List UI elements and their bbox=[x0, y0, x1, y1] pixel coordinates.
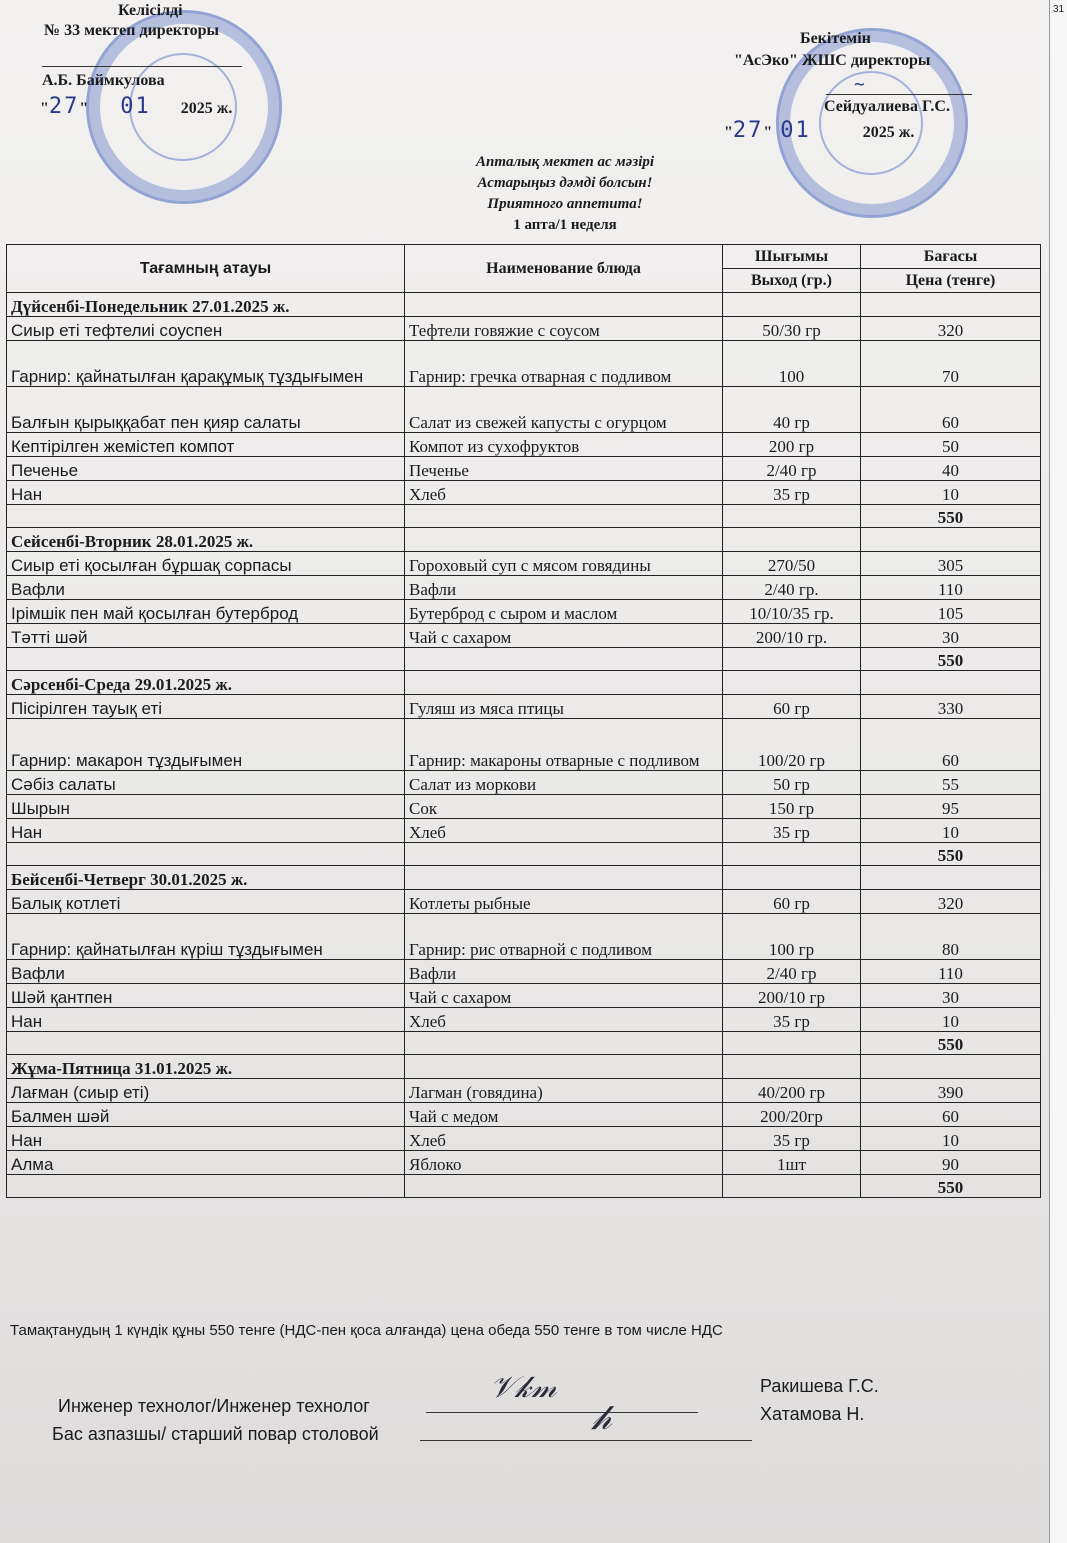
approval-right-date: "27" 01 2025 ж. bbox=[724, 118, 915, 143]
dish-name-kz: Гарнир: қайнатылған күріш тұздығымен bbox=[7, 914, 405, 960]
table-row bbox=[7, 1008, 1041, 1032]
dish-price: 10 bbox=[861, 1127, 1041, 1151]
day-empty-cell bbox=[861, 293, 1041, 317]
table-row bbox=[7, 624, 1041, 648]
dish-name-kz: Нан bbox=[7, 481, 405, 505]
approval-right-day: 27 bbox=[732, 118, 764, 143]
dish-name-ru: Гороховый суп с мясом говядины bbox=[405, 552, 723, 576]
dish-name-kz: Гарнир: макарон тұздығымен bbox=[7, 719, 405, 771]
table-row bbox=[7, 317, 1041, 341]
approval-left-date: "27" 01 2025 ж. bbox=[40, 94, 233, 119]
day-empty-cell bbox=[723, 866, 861, 890]
dish-yield: 200/10 гр bbox=[723, 984, 861, 1008]
dish-name-ru: Хлеб bbox=[405, 481, 723, 505]
dish-name-ru: Лагман (говядина) bbox=[405, 1079, 723, 1103]
approval-left-day: 27 bbox=[48, 94, 80, 119]
table-row bbox=[7, 695, 1041, 719]
dish-price: 330 bbox=[861, 695, 1041, 719]
header-kz-name: Тағамның атауы bbox=[7, 245, 405, 293]
dish-name-ru: Сок bbox=[405, 795, 723, 819]
table-row bbox=[7, 1079, 1041, 1103]
dish-price: 390 bbox=[861, 1079, 1041, 1103]
table-row bbox=[7, 914, 1041, 960]
total-empty-cell bbox=[7, 648, 405, 671]
dish-yield: 10/10/35 гр. bbox=[723, 600, 861, 624]
dish-name-ru: Гарнир: макароны отварные с подливом bbox=[405, 719, 723, 771]
approval-right-approved: Бекітемін bbox=[800, 30, 871, 47]
dish-name-kz: Тәтті шәй bbox=[7, 624, 405, 648]
dish-name-kz: Алма bbox=[7, 1151, 405, 1175]
total-empty-cell bbox=[723, 843, 861, 866]
day-total-price: 550 bbox=[861, 843, 1041, 866]
approval-right-year: 2025 ж. bbox=[862, 124, 915, 141]
signatory-2-signature: 𝒽 bbox=[592, 1398, 612, 1438]
dish-name-ru: Салат из свежей капусты с огурцом bbox=[405, 387, 723, 433]
table-row bbox=[7, 600, 1041, 624]
dish-name-kz: Кептірілген жемістеп компот bbox=[7, 433, 405, 457]
day-header-row bbox=[7, 528, 1041, 552]
dish-name-kz: Нан bbox=[7, 1127, 405, 1151]
dish-yield: 35 гр bbox=[723, 819, 861, 843]
approval-right-name: Сейдуалиева Г.С. bbox=[824, 98, 950, 115]
dish-name-ru: Яблоко bbox=[405, 1151, 723, 1175]
day-total-price: 550 bbox=[861, 648, 1041, 671]
day-total-row bbox=[7, 1175, 1041, 1198]
day-empty-cell bbox=[405, 293, 723, 317]
dish-yield: 100 bbox=[723, 341, 861, 387]
table-row bbox=[7, 387, 1041, 433]
table-row bbox=[7, 1151, 1041, 1175]
total-empty-cell bbox=[405, 1032, 723, 1055]
dish-name-kz: Нан bbox=[7, 1008, 405, 1032]
day-header-row bbox=[7, 671, 1041, 695]
day-total-row bbox=[7, 648, 1041, 671]
dish-price: 80 bbox=[861, 914, 1041, 960]
header-price-ru: Цена (тенге) bbox=[861, 269, 1041, 293]
dish-name-kz: Сиыр еті тефтелиі соуспен bbox=[7, 317, 405, 341]
approval-left-name: А.Б. Баймкулова bbox=[42, 72, 165, 89]
day-empty-cell bbox=[861, 671, 1041, 695]
approval-right-month: 01 bbox=[780, 118, 811, 143]
dish-yield: 35 гр bbox=[723, 1127, 861, 1151]
signatory-2-line bbox=[420, 1440, 752, 1441]
dish-name-kz: Балмен шәй bbox=[7, 1103, 405, 1127]
signatory-1-role: Инженер технолог/Инженер технолог bbox=[58, 1396, 370, 1416]
day-title: Жұма-Пятница 31.01.2025 ж. bbox=[7, 1055, 405, 1079]
dish-name-ru: Чай с сахаром bbox=[405, 624, 723, 648]
dish-name-kz: Вафли bbox=[7, 576, 405, 600]
dish-price: 320 bbox=[861, 890, 1041, 914]
day-title: Сәрсенбі-Среда 29.01.2025 ж. bbox=[7, 671, 405, 695]
day-total-row bbox=[7, 843, 1041, 866]
dish-price: 30 bbox=[861, 984, 1041, 1008]
total-empty-cell bbox=[7, 843, 405, 866]
table-header-row-1 bbox=[7, 245, 1041, 269]
dish-yield: 2/40 гр bbox=[723, 960, 861, 984]
signatory-1-signature: 𝒱𝓀𝓂 bbox=[490, 1370, 557, 1405]
dish-name-ru: Тефтели говяжие с соусом bbox=[405, 317, 723, 341]
dish-yield: 1шт bbox=[723, 1151, 861, 1175]
total-empty-cell bbox=[723, 1032, 861, 1055]
table-row bbox=[7, 719, 1041, 771]
dish-price: 30 bbox=[861, 624, 1041, 648]
dish-name-ru: Компот из сухофруктов bbox=[405, 433, 723, 457]
dish-name-ru: Котлеты рыбные bbox=[405, 890, 723, 914]
total-empty-cell bbox=[723, 505, 861, 528]
day-title: Дүйсенбі-Понедельник 27.01.2025 ж. bbox=[7, 293, 405, 317]
title-line-1: Апталық мектеп ас мәзірі bbox=[475, 154, 655, 170]
day-title: Бейсенбі-Четверг 30.01.2025 ж. bbox=[7, 866, 405, 890]
dish-name-kz: Лағман (сиыр еті) bbox=[7, 1079, 405, 1103]
dish-price: 55 bbox=[861, 771, 1041, 795]
dish-price: 95 bbox=[861, 795, 1041, 819]
total-empty-cell bbox=[405, 843, 723, 866]
dish-name-kz: Балық котлеті bbox=[7, 890, 405, 914]
dish-yield: 2/40 гр bbox=[723, 457, 861, 481]
total-empty-cell bbox=[7, 505, 405, 528]
header-price-kz: Бағасы bbox=[861, 245, 1041, 269]
signatory-2-role: Бас азпазшы/ старший повар столовой bbox=[52, 1424, 379, 1444]
dish-name-ru: Вафли bbox=[405, 576, 723, 600]
table-row bbox=[7, 481, 1041, 505]
dish-yield: 200 гр bbox=[723, 433, 861, 457]
day-empty-cell bbox=[405, 866, 723, 890]
dish-price: 60 bbox=[861, 719, 1041, 771]
menu-title bbox=[380, 152, 750, 236]
table-row bbox=[7, 960, 1041, 984]
dish-name-ru: Печенье bbox=[405, 457, 723, 481]
dish-name-ru: Гуляш из мяса птицы bbox=[405, 695, 723, 719]
header-yield-kz: Шығымы bbox=[723, 245, 861, 269]
dish-name-kz: Шәй қантпен bbox=[7, 984, 405, 1008]
signatory-2-name: Хатамова Н. bbox=[760, 1404, 865, 1424]
dish-name-kz: Балғын қырыққабат пен қияр салаты bbox=[7, 387, 405, 433]
dish-yield: 100/20 гр bbox=[723, 719, 861, 771]
approval-left-line bbox=[42, 66, 242, 67]
table-row bbox=[7, 819, 1041, 843]
dish-name-kz: Печенье bbox=[7, 457, 405, 481]
dish-price: 110 bbox=[861, 576, 1041, 600]
dish-name-ru: Гарнир: рис отварной с подливом bbox=[405, 914, 723, 960]
table-row bbox=[7, 984, 1041, 1008]
dish-name-ru: Гарнир: гречка отварная с подливом bbox=[405, 341, 723, 387]
table-row bbox=[7, 890, 1041, 914]
dish-price: 320 bbox=[861, 317, 1041, 341]
table-row bbox=[7, 576, 1041, 600]
dish-name-kz: Пісірілген тауық еті bbox=[7, 695, 405, 719]
dish-yield: 200/10 гр. bbox=[723, 624, 861, 648]
day-total-price: 550 bbox=[861, 505, 1041, 528]
day-empty-cell bbox=[405, 1055, 723, 1079]
price-note: Тамақтанудың 1 күндік құны 550 тенге (НДС-пен қоса алғанда) цена обеда 550 тенге в том числе НДС bbox=[10, 1322, 723, 1339]
dish-name-ru: Хлеб bbox=[405, 1127, 723, 1151]
dish-price: 10 bbox=[861, 819, 1041, 843]
approval-right-position: "АсЭко" ЖШС директоры bbox=[734, 52, 931, 69]
day-header-row bbox=[7, 293, 1041, 317]
table-row bbox=[7, 433, 1041, 457]
dish-price: 105 bbox=[861, 600, 1041, 624]
dish-name-ru: Чай с сахаром bbox=[405, 984, 723, 1008]
dish-name-ru: Чай с медом bbox=[405, 1103, 723, 1127]
approval-left-agreed: Келісілді bbox=[118, 2, 183, 19]
title-line-2: Астарыңыз дәмді болсын! bbox=[477, 175, 653, 191]
dish-yield: 60 гр bbox=[723, 695, 861, 719]
day-total-price: 550 bbox=[861, 1175, 1041, 1198]
dish-yield: 270/50 bbox=[723, 552, 861, 576]
dish-name-kz: Нан bbox=[7, 819, 405, 843]
day-empty-cell bbox=[405, 528, 723, 552]
header-ru-name: Наименование блюда bbox=[405, 245, 723, 293]
dish-yield: 2/40 гр. bbox=[723, 576, 861, 600]
signatory-1-line bbox=[426, 1412, 698, 1413]
dish-price: 70 bbox=[861, 341, 1041, 387]
total-empty-cell bbox=[7, 1032, 405, 1055]
dish-name-kz: Ірімшік пен май қосылған бутерброд bbox=[7, 600, 405, 624]
total-empty-cell bbox=[405, 648, 723, 671]
day-empty-cell bbox=[861, 528, 1041, 552]
approval-right-line bbox=[826, 94, 972, 95]
dish-price: 10 bbox=[861, 1008, 1041, 1032]
total-empty-cell bbox=[723, 1175, 861, 1198]
dish-yield: 60 гр bbox=[723, 890, 861, 914]
page-number: 31 bbox=[1053, 4, 1065, 15]
dish-yield: 150 гр bbox=[723, 795, 861, 819]
dish-name-kz: Шырын bbox=[7, 795, 405, 819]
table-row bbox=[7, 795, 1041, 819]
dish-name-kz: Сәбіз салаты bbox=[7, 771, 405, 795]
signatory-1-name: Ракишева Г.С. bbox=[760, 1376, 879, 1396]
dish-name-ru: Хлеб bbox=[405, 1008, 723, 1032]
dish-name-ru: Бутерброд с сыром и маслом bbox=[405, 600, 723, 624]
table-row bbox=[7, 341, 1041, 387]
total-empty-cell bbox=[723, 648, 861, 671]
dish-name-ru: Хлеб bbox=[405, 819, 723, 843]
dish-price: 305 bbox=[861, 552, 1041, 576]
day-header-row bbox=[7, 1055, 1041, 1079]
table-row bbox=[7, 1103, 1041, 1127]
approval-left-position: № 33 мектеп директоры bbox=[44, 22, 220, 39]
day-empty-cell bbox=[723, 671, 861, 695]
dish-yield: 50 гр bbox=[723, 771, 861, 795]
header-yield-ru: Выход (гр.) bbox=[723, 269, 861, 293]
table-row bbox=[7, 1127, 1041, 1151]
dish-yield: 100 гр bbox=[723, 914, 861, 960]
dish-yield: 35 гр bbox=[723, 1008, 861, 1032]
title-line-4: 1 апта/1 неделя bbox=[513, 217, 617, 233]
next-page-edge bbox=[1049, 0, 1067, 1543]
day-total-row bbox=[7, 1032, 1041, 1055]
dish-price: 60 bbox=[861, 387, 1041, 433]
day-empty-cell bbox=[723, 1055, 861, 1079]
dish-price: 90 bbox=[861, 1151, 1041, 1175]
day-empty-cell bbox=[405, 671, 723, 695]
dish-yield: 40 гр bbox=[723, 387, 861, 433]
dish-price: 110 bbox=[861, 960, 1041, 984]
dish-price: 50 bbox=[861, 433, 1041, 457]
total-empty-cell bbox=[405, 1175, 723, 1198]
day-empty-cell bbox=[861, 866, 1041, 890]
dish-yield: 200/20гр bbox=[723, 1103, 861, 1127]
dish-name-kz: Гарнир: қайнатылған қарақұмық тұздығымен bbox=[7, 341, 405, 387]
day-empty-cell bbox=[861, 1055, 1041, 1079]
dish-name-kz: Вафли bbox=[7, 960, 405, 984]
dish-yield: 35 гр bbox=[723, 481, 861, 505]
approval-right-signature: ~ bbox=[854, 74, 867, 95]
day-empty-cell bbox=[723, 293, 861, 317]
total-empty-cell bbox=[405, 505, 723, 528]
title-line-3: Приятного аппетита! bbox=[487, 196, 643, 212]
dish-price: 60 bbox=[861, 1103, 1041, 1127]
day-title: Сейсенбі-Вторник 28.01.2025 ж. bbox=[7, 528, 405, 552]
dish-price: 10 bbox=[861, 481, 1041, 505]
day-total-row bbox=[7, 505, 1041, 528]
table-row bbox=[7, 552, 1041, 576]
total-empty-cell bbox=[7, 1175, 405, 1198]
day-header-row bbox=[7, 866, 1041, 890]
table-row bbox=[7, 771, 1041, 795]
table-row bbox=[7, 457, 1041, 481]
dish-name-ru: Вафли bbox=[405, 960, 723, 984]
approval-left-month: 01 bbox=[120, 94, 151, 119]
dish-yield: 50/30 гр bbox=[723, 317, 861, 341]
approval-left-year: 2025 ж. bbox=[180, 100, 233, 117]
dish-name-kz: Сиыр еті қосылған бұршақ сорпасы bbox=[7, 552, 405, 576]
dish-yield: 40/200 гр bbox=[723, 1079, 861, 1103]
menu-table bbox=[6, 244, 1041, 1198]
day-empty-cell bbox=[723, 528, 861, 552]
dish-price: 40 bbox=[861, 457, 1041, 481]
day-total-price: 550 bbox=[861, 1032, 1041, 1055]
dish-name-ru: Салат из моркови bbox=[405, 771, 723, 795]
